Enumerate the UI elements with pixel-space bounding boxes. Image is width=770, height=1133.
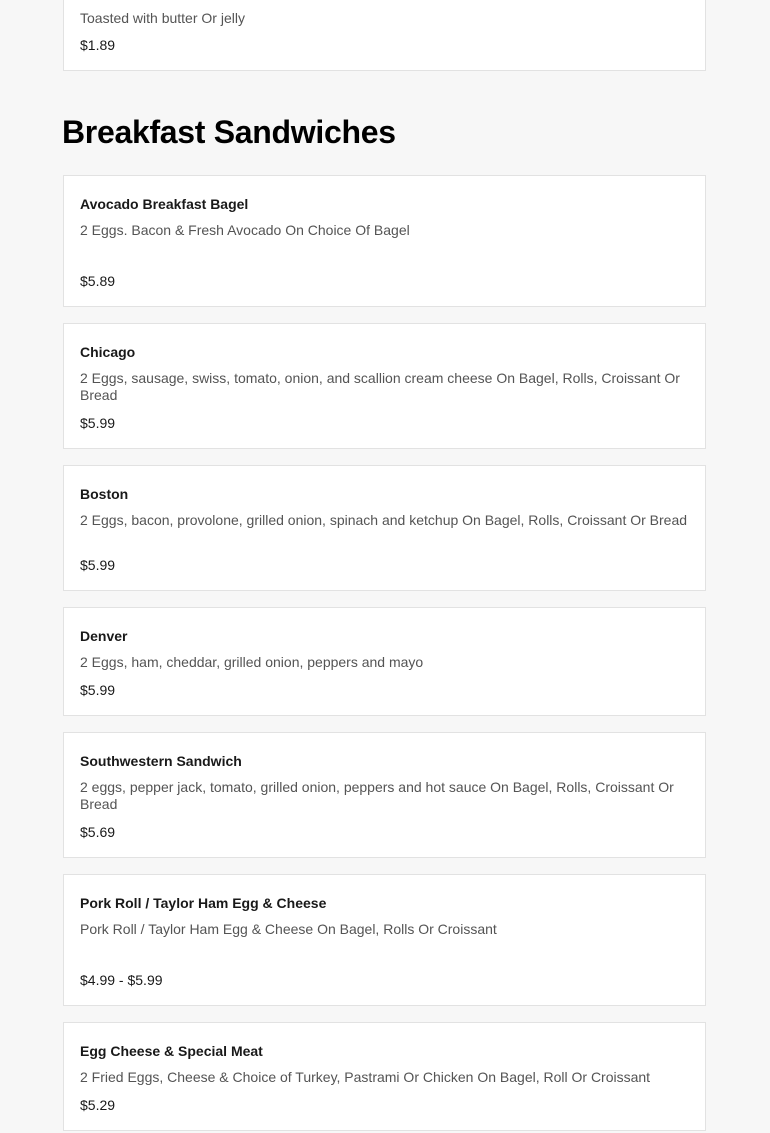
menu-item-name: Southwestern Sandwich <box>80 753 242 769</box>
menu-item-card[interactable] <box>63 874 706 1006</box>
menu-item-card[interactable] <box>63 607 706 716</box>
menu-item-price: $1.89 <box>80 37 116 53</box>
menu-item-card[interactable] <box>63 0 706 71</box>
menu-item-description: 2 eggs, pepper jack, tomato, grilled onion, peppers and hot sauce On Bagel, Rolls, Croissant Or Bread <box>80 779 674 812</box>
menu-item-price: $4.99 - $5.99 <box>80 972 163 988</box>
menu-item-description: Toasted with butter Or jelly <box>80 10 245 26</box>
menu-item-card[interactable] <box>63 465 706 591</box>
menu-item-description: 2 Eggs. Bacon & Fresh Avocado On Choice Of Bagel <box>80 222 410 238</box>
menu-item-card[interactable] <box>63 323 706 449</box>
menu-item-price: $5.99 <box>80 682 116 698</box>
menu-item-description: 2 Fried Eggs, Cheese & Choice of Turkey, Pastrami Or Chicken On Bagel, Roll Or Croissant <box>80 1069 651 1085</box>
menu-item-description: 2 Eggs, ham, cheddar, grilled onion, peppers and mayo <box>80 654 424 670</box>
menu-item-name: Boston <box>80 486 129 502</box>
menu-item-name: Egg Cheese & Special Meat <box>80 1043 263 1059</box>
menu-item-name: Avocado Breakfast Bagel <box>80 196 249 212</box>
menu-item-name: Denver <box>80 628 128 644</box>
menu-item-name: Chicago <box>80 344 136 360</box>
menu-item-price: $5.99 <box>80 415 116 431</box>
menu-item-description: 2 Eggs, bacon, provolone, grilled onion, spinach and ketchup On Bagel, Rolls, Croissant Or Bread <box>80 512 688 528</box>
menu-item-description: 2 Eggs, sausage, swiss, tomato, onion, and scallion cream cheese On Bagel, Rolls, Croissant Or Bread <box>80 370 680 403</box>
menu-item-price: $5.69 <box>80 824 116 840</box>
menu-item-card[interactable] <box>63 175 706 307</box>
menu-item-price: $5.29 <box>80 1097 116 1113</box>
section-title: Breakfast Sandwiches <box>62 114 396 150</box>
menu-item-card[interactable] <box>63 1022 706 1131</box>
menu-item-price: $5.99 <box>80 557 116 573</box>
menu-item-name: Pork Roll / Taylor Ham Egg & Cheese <box>80 895 327 911</box>
menu-item-description: Pork Roll / Taylor Ham Egg & Cheese On Bagel, Rolls Or Croissant <box>80 921 497 937</box>
menu-item-card[interactable] <box>63 732 706 858</box>
menu-item-price: $5.89 <box>80 273 116 289</box>
